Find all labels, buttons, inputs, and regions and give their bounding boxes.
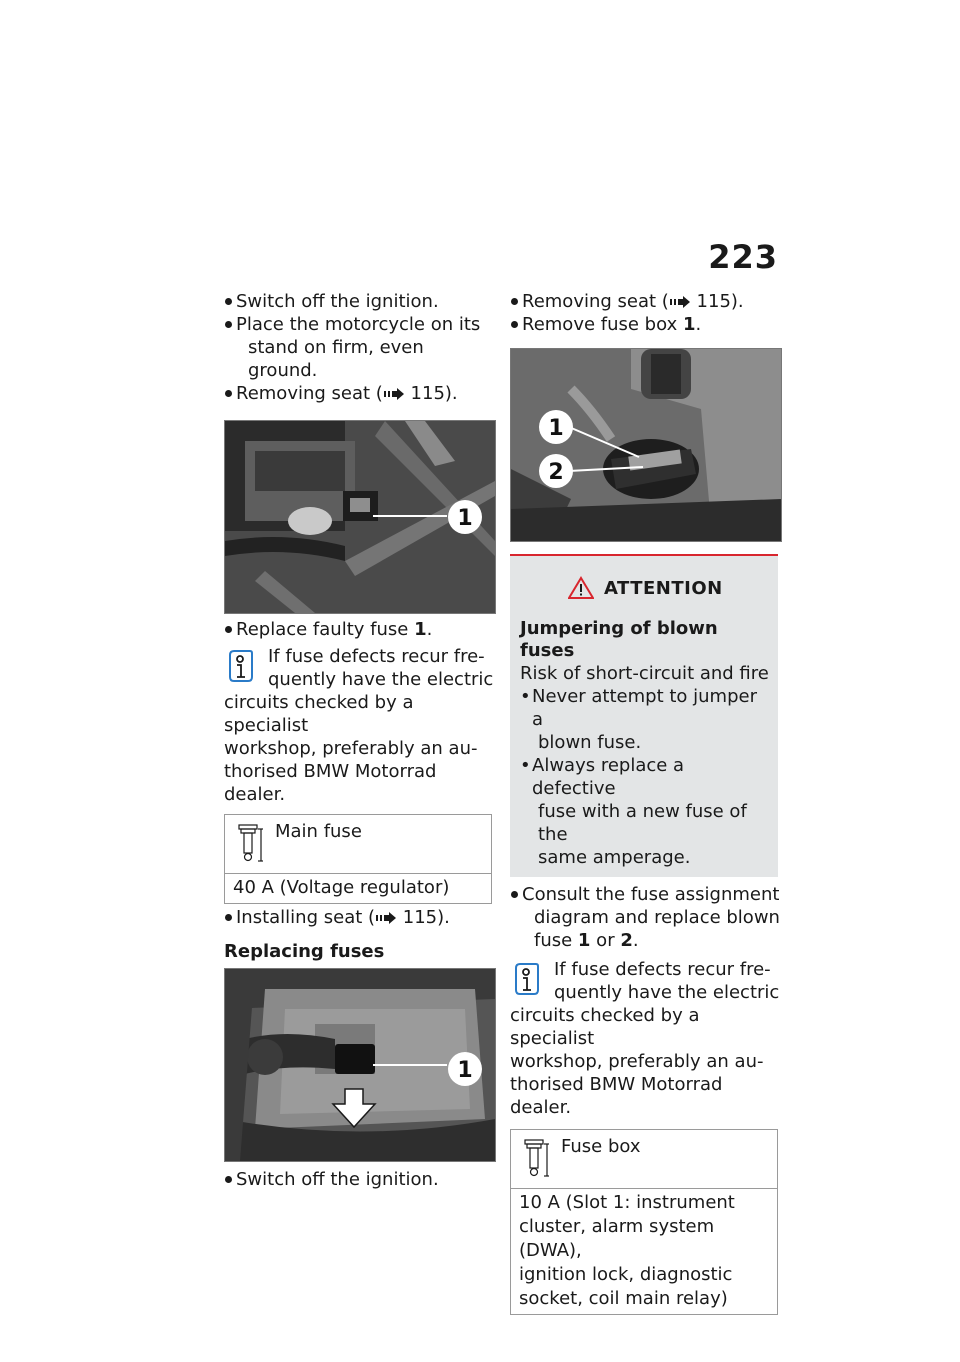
page-ref[interactable]: 115 [402,907,438,928]
attention-title: ATTENTION [568,576,770,600]
photo-label-2: 2 [548,460,564,485]
info-line-4: workshop, preferably an au- [510,1051,764,1072]
step-switch-off: Switch off the ignition. [224,290,496,313]
left-column [224,290,496,1191]
info-line-2: quently have the electric [268,669,494,690]
step-removing-seat: Removing seat ( 115). [224,382,496,405]
section-heading-replacing-fuses: Replacing fuses [224,941,385,962]
info-line-5: thorised BMW Motorrad dealer. [510,1074,723,1118]
cross-reference-arrow-icon[interactable] [383,388,405,400]
info-line-4: workshop, preferably an au- [224,738,478,759]
warning-icon [568,576,594,600]
info-line-3: circuits checked by a specialist [224,692,414,736]
spec-label: Fuse box [561,1136,641,1157]
attention-item-1: • Never attempt to jumper a blown fuse. [520,685,770,754]
step-installing-seat: Installing seat ( 115). [224,906,496,929]
info-note [510,958,782,1119]
step-place-cont: stand on firm, even ground. [248,337,424,381]
info-icon [510,962,540,998]
info-line-5: thorised BMW Motorrad dealer. [224,761,437,805]
info-line-1: If fuse defects recur fre- [268,646,485,667]
photo-label-1: 1 [548,416,564,441]
attention-subhead: Jumpering of blown fuses [520,618,718,661]
fuse-gauge-icon [237,823,263,865]
step-place-motorcycle: Place the motorcycle on its stand on firm, even ground. [224,313,496,382]
step-remove-fuse-box: Remove fuse box 1. [510,313,782,336]
spec-value: 10 A (Slot 1: instrument cluster, alarm system (DWA), ignition lock, diagnostic socket, coil main relay) [519,1192,735,1309]
page-ref[interactable]: 115 [696,291,731,312]
photo-fuse-box [510,348,782,542]
attention-red-rule [510,554,778,556]
step-switch-off-2: Switch off the ignition. [224,1168,496,1191]
page-number: 223 [708,238,778,276]
attention-risk: Risk of short-circuit and fire [520,663,769,684]
photo-label-1: 1 [457,506,473,531]
step-removing-seat: Removing seat ( 115). [510,290,782,313]
spec-table-fuse-box [510,1129,778,1315]
info-line-2: quently have the electric [554,982,780,1003]
photo-label-1: 1 [457,1058,473,1083]
spec-value: 40 A (Voltage regulator) [233,877,450,898]
cross-reference-arrow-icon[interactable] [375,912,397,924]
spec-table-main-fuse [224,814,492,904]
info-line-1: If fuse defects recur fre- [554,959,771,980]
fuse-gauge-icon [523,1138,549,1180]
info-note [224,645,496,806]
step-replace-fuse: Replace faulty fuse 1. [224,618,496,641]
info-line-3: circuits checked by a specialist [510,1005,700,1049]
right-column [510,290,782,1315]
attention-box [510,554,778,877]
step-consult-diagram: Consult the fuse assignment diagram and replace blown fuse 1 or 2. [510,883,782,952]
photo-fuse-box-removal [224,968,496,1162]
spec-label: Main fuse [275,821,362,842]
photo-main-fuse [224,420,496,614]
cross-reference-arrow-icon[interactable] [669,296,691,308]
page-ref[interactable]: 115 [410,383,445,404]
info-icon [224,649,254,685]
attention-item-2: • Always replace a defective fuse with a new fuse of the same amperage. [520,754,770,869]
